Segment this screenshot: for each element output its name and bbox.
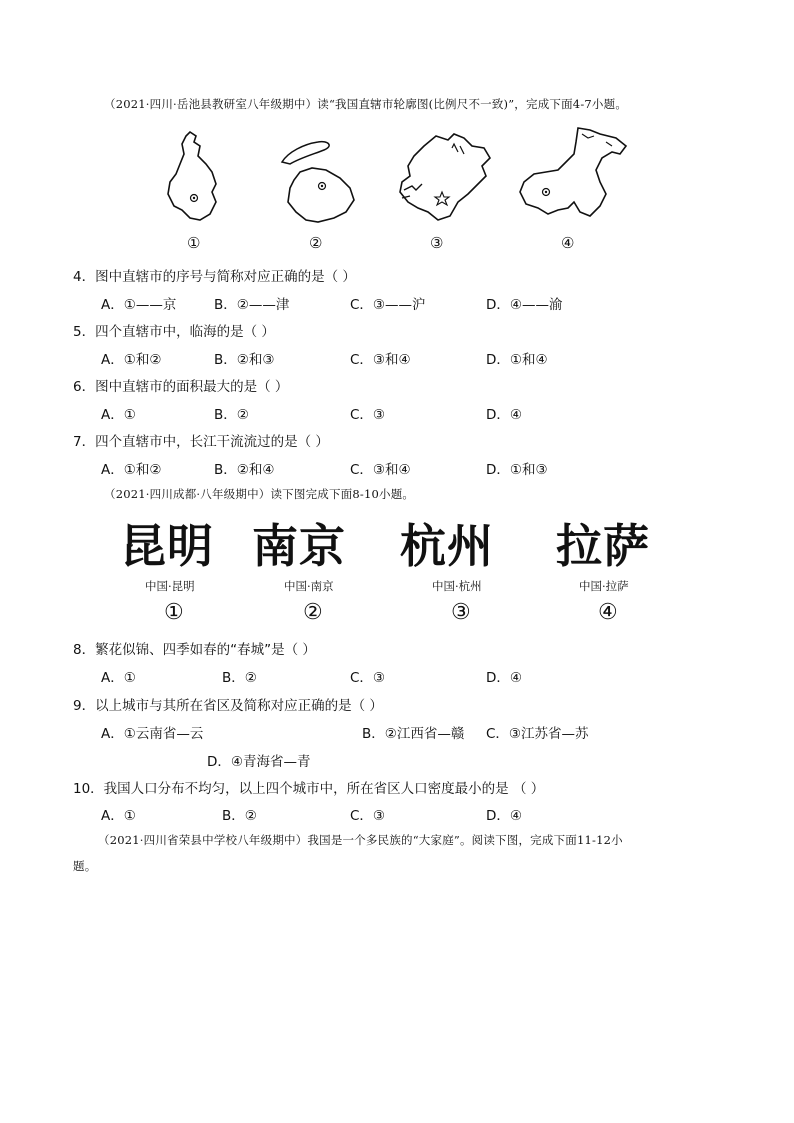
logo-label-4: ④ — [598, 600, 618, 625]
beijing-outline-icon — [394, 126, 494, 228]
q4-option-d[interactable]: D．④——渝 — [486, 297, 563, 313]
q8-option-a[interactable]: A．① — [101, 670, 136, 686]
caption-kunming: 中国·昆明 — [145, 579, 195, 593]
logo-nanjing: 南京 — [252, 519, 346, 573]
q9-option-c[interactable]: C．③江苏省—苏 — [486, 726, 589, 742]
q8-option-c[interactable]: C．③ — [350, 670, 386, 686]
q5-option-a[interactable]: A．①和② — [101, 352, 162, 368]
intro-4-7: （2021·四川·岳池县教研室八年级期中）读“我国直辖市轮廓图(比例尺不一致)”，完成下面4-7小题。 — [104, 97, 628, 111]
logo-label-3: ③ — [451, 600, 471, 625]
intro-8-10: （2021·四川成都·八年级期中）读下图完成下面8-10小题。 — [104, 487, 415, 501]
q8-option-d[interactable]: D．④ — [486, 670, 522, 686]
q10-option-c[interactable]: C．③ — [350, 808, 386, 824]
q9-option-a[interactable]: A．①云南省—云 — [101, 726, 204, 742]
q5-option-b[interactable]: B．②和③ — [214, 352, 275, 368]
q10-option-a[interactable]: A．① — [101, 808, 136, 824]
q4-option-c[interactable]: C．③——沪 — [350, 297, 426, 313]
q6-option-b[interactable]: B．② — [214, 407, 249, 423]
question-6: 6．图中直辖市的面积最大的是（ ） — [73, 379, 289, 395]
map-label-2: ② — [309, 234, 323, 252]
q7-option-b[interactable]: B．②和④ — [214, 462, 275, 478]
chongqing-outline-icon — [516, 124, 632, 226]
question-9: 9．以上城市与其所在省区及简称对应正确的是（ ） — [73, 698, 383, 714]
question-8: 8．繁花似锦、四季如春的“春城”是（ ） — [73, 642, 316, 658]
logo-hangzhou: 杭州 — [400, 519, 494, 573]
q6-option-a[interactable]: A．① — [101, 407, 136, 423]
caption-nanjing: 中国·南京 — [284, 579, 334, 593]
q8-option-b[interactable]: B．② — [222, 670, 257, 686]
q5-option-d[interactable]: D．①和④ — [486, 352, 548, 368]
q6-option-c[interactable]: C．③ — [350, 407, 386, 423]
q9-option-d[interactable]: D．④青海省—青 — [207, 754, 311, 770]
q4-option-b[interactable]: B．②——津 — [214, 297, 290, 313]
map-label-4: ④ — [561, 234, 575, 252]
q9-option-b[interactable]: B．②江西省—赣 — [362, 726, 465, 742]
shanghai-outline-icon — [278, 128, 358, 228]
question-5: 5．四个直辖市中，临海的是（ ） — [73, 324, 275, 340]
q7-option-d[interactable]: D．①和③ — [486, 462, 548, 478]
q6-option-d[interactable]: D．④ — [486, 407, 522, 423]
map-label-1: ① — [187, 234, 201, 252]
q4-option-a[interactable]: A．①——京 — [101, 297, 177, 313]
q10-option-d[interactable]: D．④ — [486, 808, 522, 824]
question-4: 4．图中直辖市的序号与简称对应正确的是（ ） — [73, 269, 356, 285]
logo-lasa: 拉萨 — [556, 519, 650, 573]
question-10: 10．我国人口分布不均匀，以上四个城市中，所在省区人口密度最小的是 （ ） — [73, 781, 545, 797]
caption-hangzhou: 中国·杭州 — [432, 579, 482, 593]
q7-option-a[interactable]: A．①和② — [101, 462, 162, 478]
intro-11-12-line1: （2021·四川省荣县中学校八年级期中）我国是一个多民族的“大家庭”。阅读下图，完成下面11-12小 — [98, 833, 623, 847]
tianjin-outline-icon — [160, 128, 230, 228]
logo-label-1: ① — [164, 600, 184, 625]
question-7: 7．四个直辖市中，长江干流流过的是（ ） — [73, 434, 329, 450]
q7-option-c[interactable]: C．③和④ — [350, 462, 411, 478]
logo-label-2: ② — [303, 600, 323, 625]
map-label-3: ③ — [430, 234, 444, 252]
q10-option-b[interactable]: B．② — [222, 808, 257, 824]
intro-11-12-line2: 题。 — [73, 859, 97, 873]
logo-kunming: 昆明 — [120, 519, 214, 573]
caption-lasa: 中国·拉萨 — [579, 579, 629, 593]
q5-option-c[interactable]: C．③和④ — [350, 352, 411, 368]
